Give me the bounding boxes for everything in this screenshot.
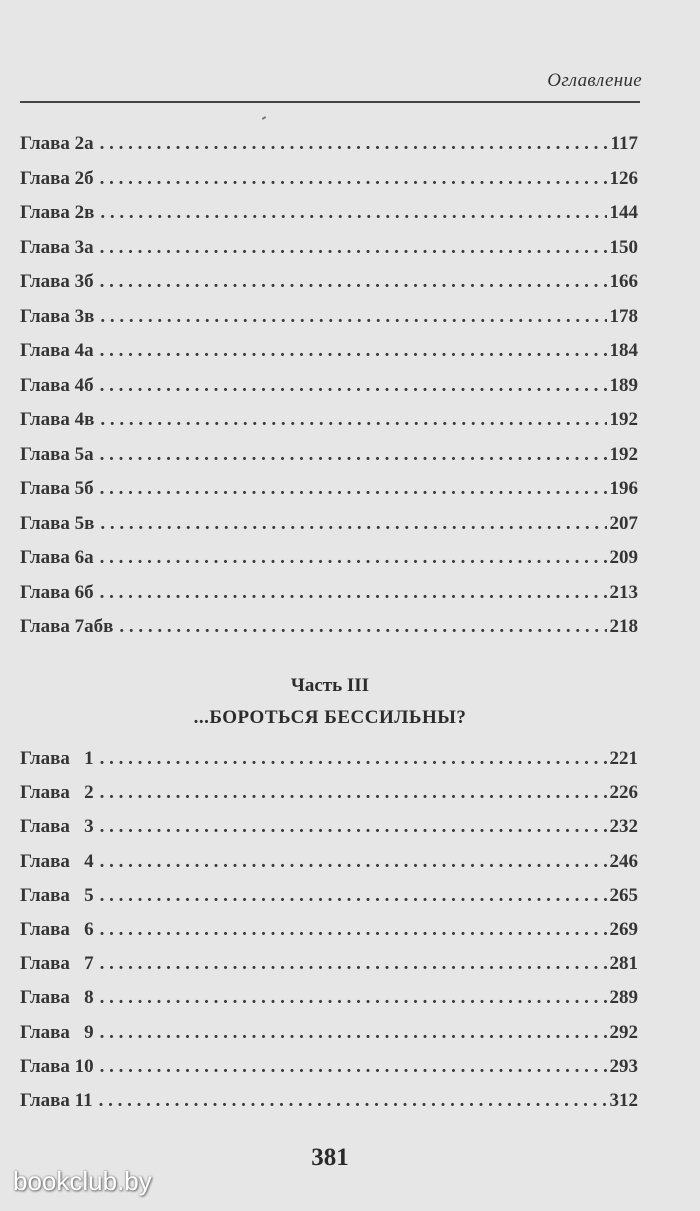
watermark-text: bookclub.by <box>13 1166 152 1196</box>
toc-entry-page: 226 <box>609 782 638 804</box>
dot-leader <box>100 202 606 224</box>
print-speck <box>262 116 266 120</box>
dot-leader <box>100 478 607 500</box>
toc-entry <box>20 582 638 617</box>
toc-entry-label: Глава 8 <box>20 987 94 1009</box>
toc-list-part2 <box>20 133 638 651</box>
toc-entry-label: Глава 7 <box>20 953 94 975</box>
toc-entry-label: Глава 7абв <box>20 616 114 637</box>
dot-leader <box>100 953 607 975</box>
toc-entry-page: 178 <box>609 305 638 327</box>
toc-entry-page: 281 <box>609 953 638 975</box>
toc-entry <box>20 953 638 987</box>
toc-entry-page: 207 <box>609 512 638 534</box>
toc-entry-label: Глава 2 <box>20 782 94 804</box>
toc-entry-label: Глава 3в <box>20 305 95 327</box>
toc-entry <box>20 816 638 850</box>
toc-entry-label: Глава 2б <box>20 167 94 189</box>
toc-entry <box>20 547 638 582</box>
page-number: 381 <box>311 1144 349 1171</box>
toc-entry <box>20 202 638 237</box>
toc-entry-label: Глава 11 <box>20 1089 93 1111</box>
dot-leader <box>100 782 607 804</box>
toc-entry-label: Глава 5а <box>20 443 94 465</box>
dot-leader <box>100 885 607 907</box>
toc-entry-page: 269 <box>609 918 638 940</box>
toc-entry-page: 232 <box>609 816 638 838</box>
toc-entry-page: 265 <box>609 884 638 906</box>
header-rule <box>20 101 640 103</box>
dot-leader <box>100 816 607 838</box>
dot-leader <box>100 375 607 397</box>
toc-entry-label: Глава 2в <box>20 202 95 223</box>
toc-entry <box>20 478 638 513</box>
toc-entry-label: Глава 9 <box>20 1021 94 1043</box>
toc-entry <box>20 513 638 548</box>
toc-entry <box>20 340 638 375</box>
dot-leader <box>100 271 607 293</box>
dot-leader <box>100 547 607 569</box>
toc-entry-label: Глава 6б <box>20 581 94 603</box>
dot-leader <box>100 133 608 155</box>
toc-entry-page: 184 <box>609 340 638 361</box>
toc-entry <box>20 616 638 651</box>
toc-entry-page: 189 <box>609 374 638 396</box>
toc-entry-page: 221 <box>609 748 638 769</box>
toc-entry <box>20 748 638 782</box>
toc-entry-label: Глава 1 <box>20 748 94 769</box>
toc-entry <box>20 919 638 953</box>
dot-leader <box>99 1090 607 1112</box>
toc-entry-page: 289 <box>609 987 638 1009</box>
toc-entry-label: Глава 3а <box>20 236 94 258</box>
toc-entry-label: Глава 4 <box>20 850 94 872</box>
dot-leader <box>100 340 607 362</box>
toc-entry-page: 246 <box>609 850 638 872</box>
toc-entry-label: Глава 5б <box>20 478 94 499</box>
part-subheading: ...БОРОТЬСЯ БЕССИЛЬНЫ? <box>193 707 467 728</box>
toc-entry <box>20 782 638 816</box>
dot-leader <box>119 616 606 638</box>
toc-entry <box>20 271 638 306</box>
toc-entry-label: Глава 5 <box>20 884 94 906</box>
dot-leader <box>100 513 606 535</box>
toc-entry <box>20 1022 638 1056</box>
dot-leader <box>100 1056 607 1078</box>
toc-entry-label: Глава 10 <box>20 1055 94 1077</box>
dot-leader <box>100 987 607 1009</box>
toc-list-part3 <box>20 748 638 1124</box>
dot-leader <box>100 409 606 431</box>
toc-entry <box>20 885 638 919</box>
toc-entry <box>20 444 638 479</box>
dot-leader <box>100 582 607 604</box>
toc-entry-page: 126 <box>609 167 638 189</box>
toc-entry-page: 117 <box>610 133 638 154</box>
dot-leader <box>100 237 607 259</box>
toc-entry <box>20 133 638 168</box>
toc-entry-page: 150 <box>609 236 638 258</box>
running-header: Оглавление <box>547 70 642 91</box>
dot-leader <box>100 919 607 941</box>
toc-entry-label: Глава 2а <box>20 133 94 154</box>
toc-entry-page: 196 <box>609 478 638 499</box>
dot-leader <box>100 748 607 770</box>
toc-entry <box>20 851 638 885</box>
toc-entry <box>20 1090 638 1124</box>
toc-entry-page: 166 <box>609 271 638 292</box>
toc-entry-label: Глава 3б <box>20 271 94 292</box>
toc-entry-page: 192 <box>609 443 638 465</box>
toc-entry-label: Глава 3 <box>20 816 94 838</box>
dot-leader <box>100 851 607 873</box>
dot-leader <box>100 1022 607 1044</box>
toc-entry-label: Глава 4а <box>20 340 94 361</box>
toc-entry-label: Глава 4б <box>20 374 94 396</box>
part-heading: Часть III <box>290 675 370 696</box>
toc-entry <box>20 237 638 272</box>
dot-leader <box>100 306 606 328</box>
toc-entry-page: 209 <box>609 547 638 568</box>
toc-entry-page: 218 <box>609 616 638 637</box>
toc-entry-label: Глава 6а <box>20 547 94 568</box>
toc-entry <box>20 168 638 203</box>
toc-entry <box>20 409 638 444</box>
toc-entry-label: Глава 4в <box>20 409 95 430</box>
dot-leader <box>100 168 607 190</box>
toc-entry <box>20 1056 638 1090</box>
toc-entry-page: 192 <box>609 409 638 430</box>
dot-leader <box>100 444 607 466</box>
toc-entry <box>20 987 638 1021</box>
toc-entry-label: Глава 5в <box>20 512 95 534</box>
toc-entry-page: 293 <box>609 1055 638 1077</box>
toc-entry <box>20 375 638 410</box>
toc-entry-page: 144 <box>609 202 638 223</box>
toc-entry <box>20 306 638 341</box>
toc-entry-page: 292 <box>609 1021 638 1043</box>
toc-entry-page: 312 <box>609 1089 638 1111</box>
toc-entry-page: 213 <box>609 581 638 603</box>
toc-entry-label: Глава 6 <box>20 918 94 940</box>
